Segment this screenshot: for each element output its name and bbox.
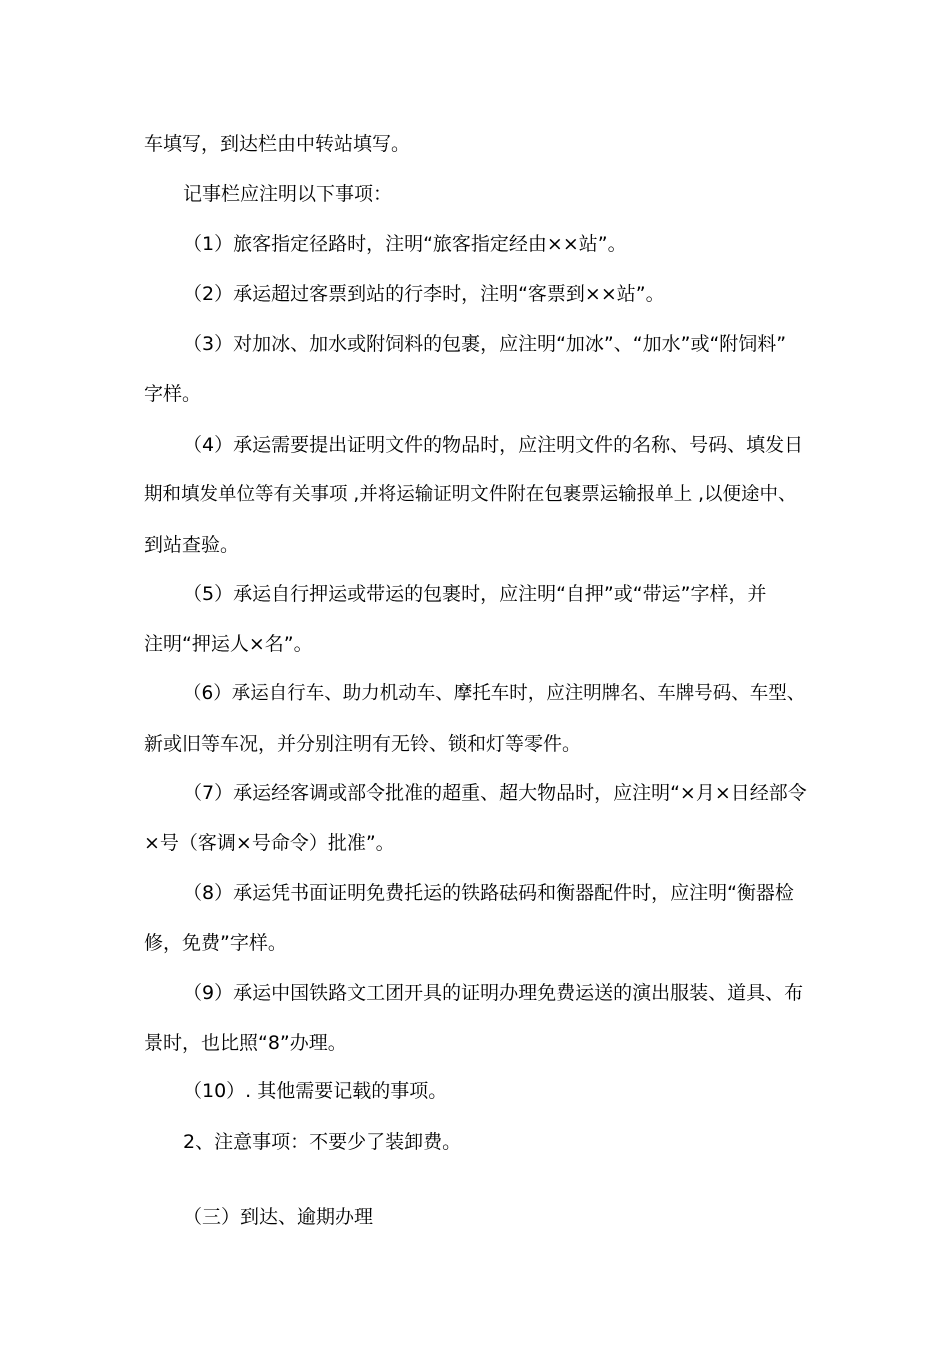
text-line: 新或旧等车况，并分别注明有无铃、锁和灯等零件。 bbox=[144, 733, 582, 755]
text-line: 景时，也比照“8”办理。 bbox=[144, 1032, 347, 1054]
text-line: （4）承运需要提出证明文件的物品时，应注明文件的名称、号码、填发日 bbox=[183, 434, 804, 456]
text-line: （6）承运自行车、助力机动车、摩托车时，应注明牌名、车牌号码、车型、 bbox=[183, 683, 806, 704]
text-line: 修，免费”字样。 bbox=[144, 932, 287, 954]
text-line: （3）对加冰、加水或附饲料的包裹，应注明“加冰”、“加水”或“附饲料” bbox=[183, 333, 787, 355]
text-line: （9）承运中国铁路文工团开具的证明办理免费运送的演出服装、道具、布 bbox=[183, 982, 804, 1004]
text-line: （2）承运超过客票到站的行李时，注明“客票到××站”。 bbox=[183, 283, 665, 305]
text-line: （7）承运经客调或部令批准的超重、超大物品时，应注明“×月×日经部令 bbox=[183, 782, 807, 804]
text-line: 车填写，到达栏由中转站填写。 bbox=[144, 133, 411, 155]
text-line: 字样。 bbox=[144, 383, 202, 405]
text-line: 记事栏应注明以下事项： bbox=[183, 183, 393, 205]
text-line: 注明“押运人×名”。 bbox=[144, 633, 313, 655]
text-line: （8）承运凭书面证明免费托运的铁路砝码和衡器配件时，应注明“衡器检 bbox=[183, 882, 794, 904]
text-line: （1）旅客指定径路时，注明“旅客指定经由××站”。 bbox=[183, 233, 627, 255]
text-line: （10）. 其他需要记载的事项。 bbox=[183, 1080, 448, 1102]
text-line: 期和填发单位等有关事项 ,并将运输证明文件附在包裹票运输报单上 ,以便途中、 bbox=[144, 484, 797, 505]
section-heading: （三）到达、逾期办理 bbox=[183, 1206, 374, 1228]
text-line: ×号（客调×号命令）批准”。 bbox=[144, 832, 395, 854]
text-line: 到站查验。 bbox=[144, 534, 240, 556]
text-line: 2、注意事项：不要少了装卸费。 bbox=[183, 1131, 462, 1153]
text-line: （5）承运自行押运或带运的包裹时，应注明“自押”或“带运”字样，并 bbox=[183, 583, 767, 605]
